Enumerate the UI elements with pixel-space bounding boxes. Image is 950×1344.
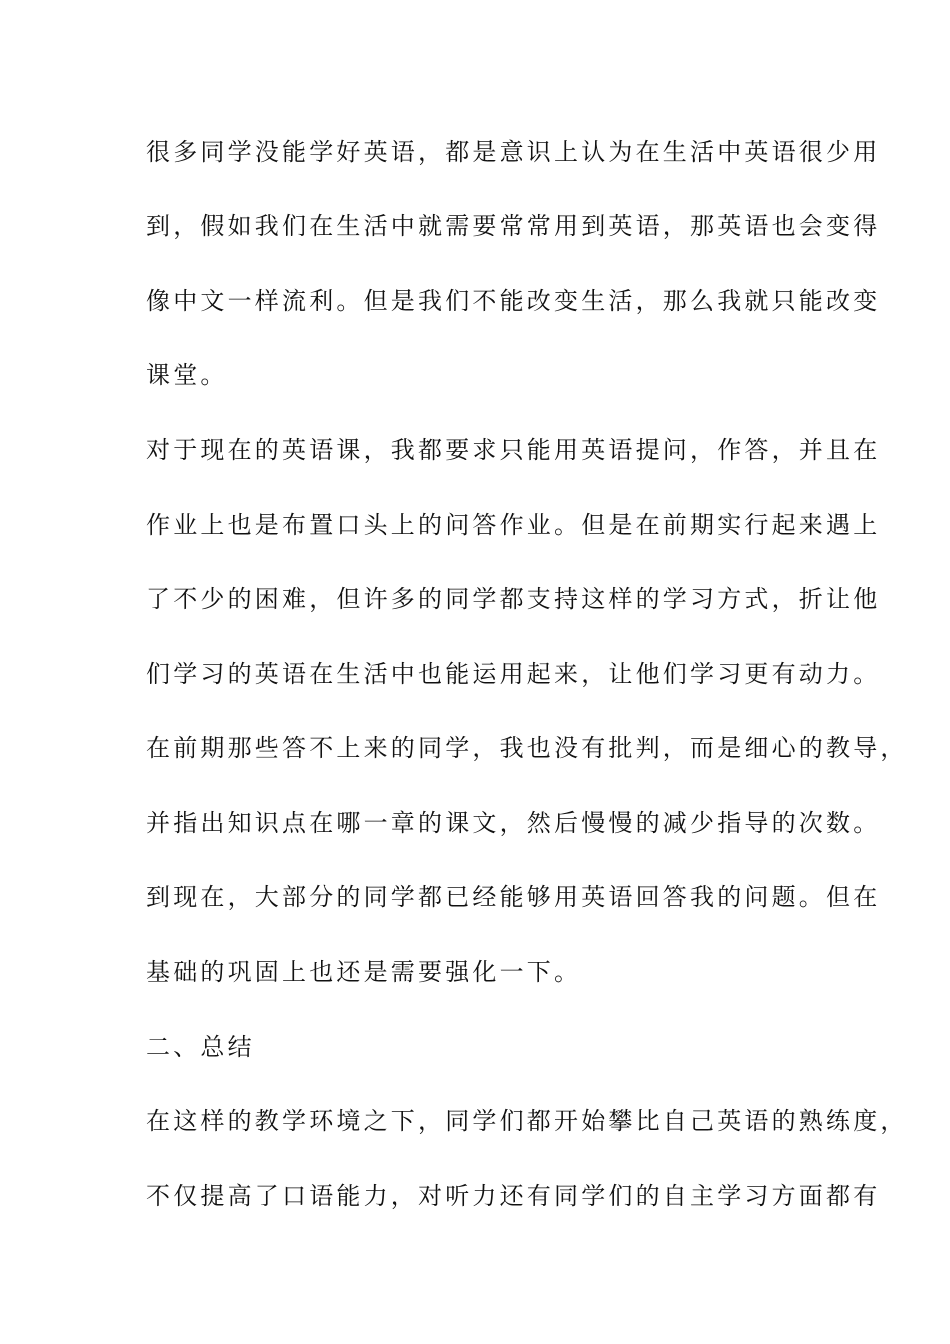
- text-line-4: 课堂。: [146, 361, 228, 389]
- text-line-12: 基础的巩固上也还是需要强化一下。: [146, 958, 582, 986]
- text-line-2: 到，假如我们在生活中就需要常常用到英语，那英语也会变得: [146, 212, 881, 240]
- text-line-9: 在前期那些答不上来的同学，我也没有批判，而是细心的教导，: [146, 734, 908, 762]
- text-line-6: 作业上也是布置口头上的问答作业。但是在前期实行起来遇上: [146, 511, 881, 539]
- text-line-14: 在这样的教学环境之下，同学们都开始攀比自己英语的熟练度，: [146, 1107, 908, 1135]
- text-line-8: 们学习的英语在生活中也能运用起来，让他们学习更有动力。: [146, 660, 881, 688]
- text-line-15: 不仅提高了口语能力，对听力还有同学们的自主学习方面都有: [146, 1182, 881, 1210]
- text-line-7: 了不少的困难，但许多的同学都支持这样的学习方式，折让他: [146, 585, 881, 613]
- text-line-10: 并指出知识点在哪一章的课文，然后慢慢的减少指导的次数。: [146, 809, 881, 837]
- text-line-11: 到现在，大部分的同学都已经能够用英语回答我的问题。但在: [146, 883, 881, 911]
- text-line-3: 像中文一样流利。但是我们不能改变生活，那么我就只能改变: [146, 287, 881, 315]
- section-heading: 二、总结: [146, 1033, 255, 1061]
- text-line-1: 很多同学没能学好英语，都是意识上认为在生活中英语很少用: [146, 138, 881, 166]
- text-line-5: 对于现在的英语课，我都要求只能用英语提问，作答，并且在: [146, 436, 881, 464]
